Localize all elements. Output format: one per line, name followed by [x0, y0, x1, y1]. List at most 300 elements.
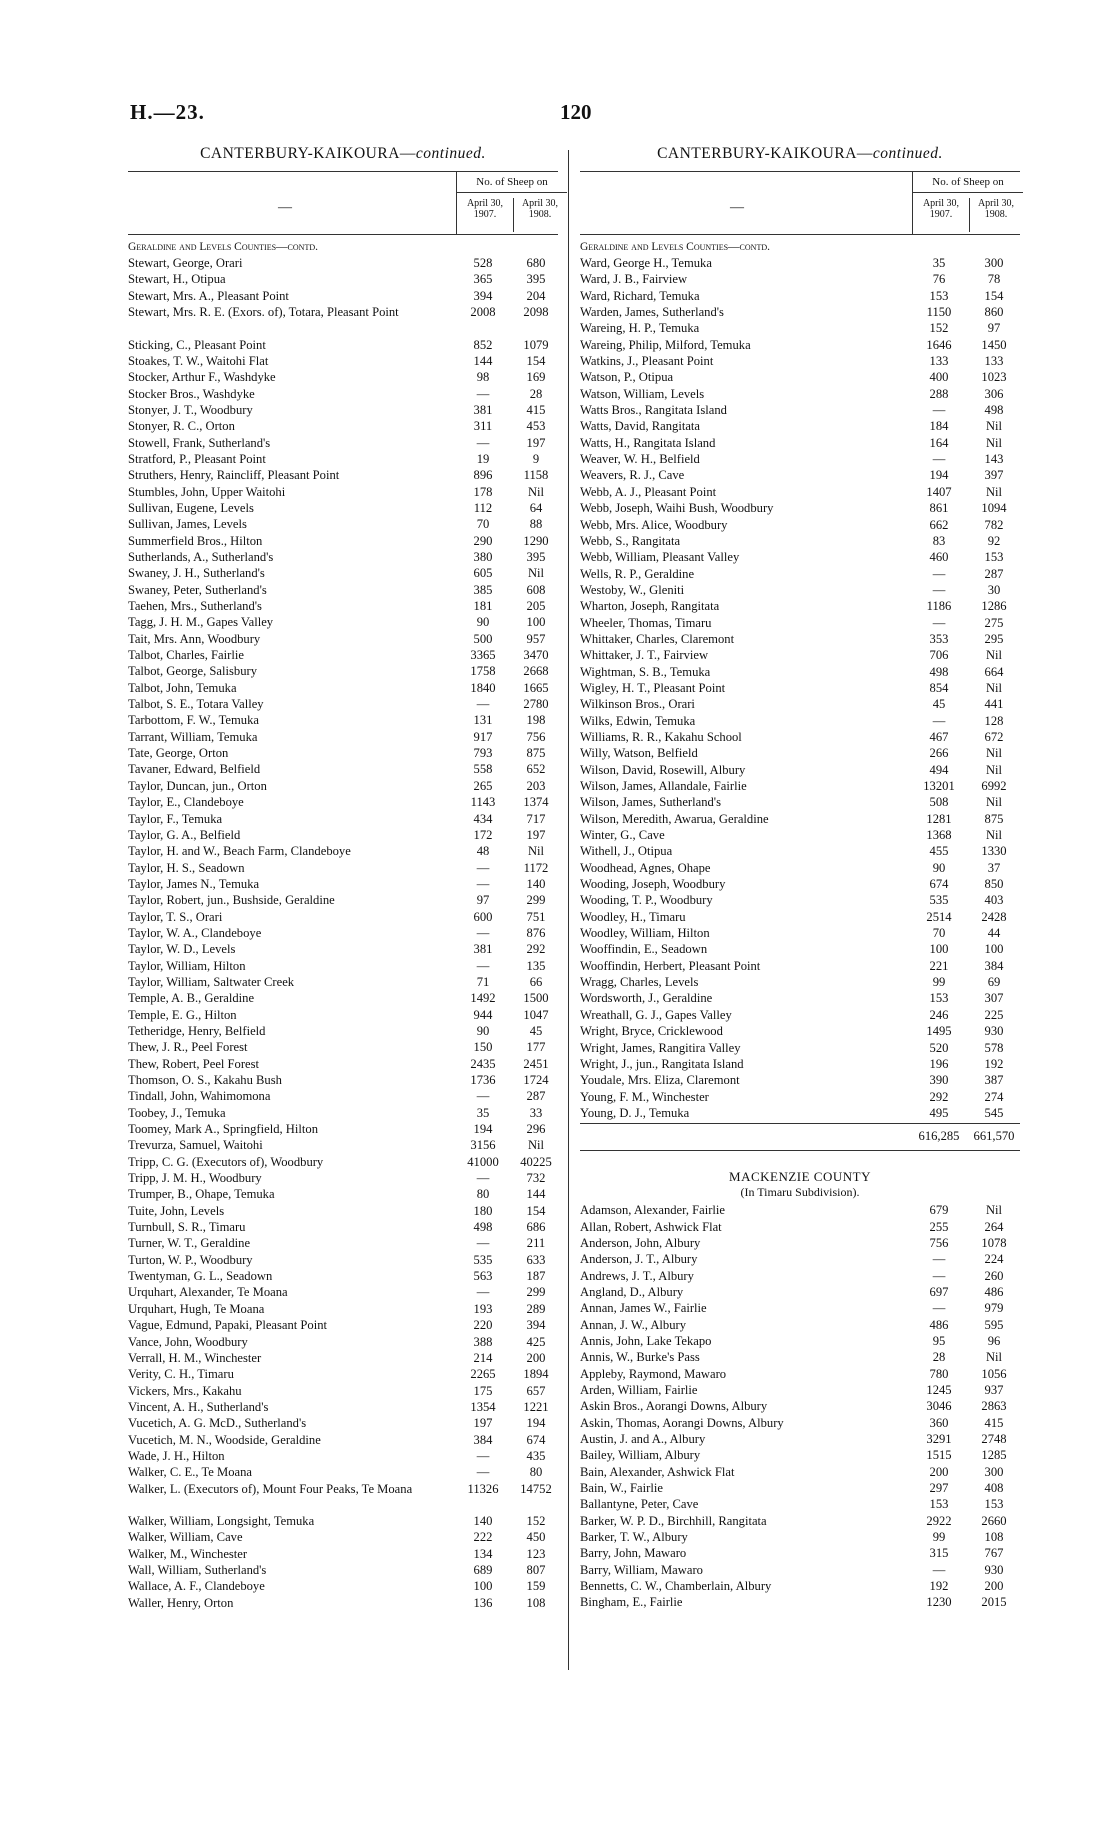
sheep-1908: 194: [526, 1416, 546, 1431]
table-row: [128, 696, 558, 712]
table-row: [128, 647, 558, 663]
sheep-1907: 172: [473, 827, 493, 842]
sheep-1908: 875: [526, 746, 546, 761]
table-row: [128, 876, 558, 892]
owner-name: Walker, William, Cave: [128, 1530, 243, 1545]
owner-name: Wooffindin, Herbert, Pleasant Point: [580, 958, 761, 973]
column-title-italic: continued.: [872, 145, 943, 162]
sheep-1907: 288: [929, 386, 949, 401]
owner-name: Wright, James, Rangitira Valley: [580, 1040, 741, 1055]
sheep-1908: 187: [526, 1269, 546, 1284]
owner-name: Taylor, W. D., Levels: [128, 942, 236, 957]
sheep-1907: —: [932, 1252, 946, 1267]
table-row: [580, 1105, 1020, 1121]
sheep-1907: 70: [932, 926, 946, 941]
sheep-1908: Nil: [985, 419, 1003, 434]
sheep-1908: Nil: [985, 680, 1003, 695]
column-title: [580, 145, 1020, 163]
sheep-1907: 153: [929, 991, 949, 1006]
sheep-1907: —: [932, 1301, 946, 1316]
table-row: [580, 1056, 1020, 1072]
owner-name: Tripp, C. G. (Executors of), Woodbury: [128, 1154, 324, 1169]
table-row: [128, 778, 558, 794]
owner-name: Taylor, E., Clandeboye: [128, 795, 244, 810]
sheep-1908: 450: [526, 1530, 546, 1545]
section-heading: Geraldine and Levels Counties—contd.: [580, 241, 770, 253]
sheep-1907: 486: [929, 1317, 949, 1332]
sheep-1907: —: [932, 1562, 946, 1577]
owner-name: Walker, L. (Executors of), Mount Four Peaks, Te Moana: [128, 1481, 413, 1496]
sheep-1907: 194: [929, 468, 949, 483]
sheep-1908: Nil: [985, 484, 1003, 499]
sheep-1908: 397: [984, 468, 1004, 483]
owner-name: Ward, J. B., Fairview: [580, 272, 688, 287]
table-header: [580, 171, 1020, 235]
table-row: [580, 1235, 1020, 1251]
owner-name: Woodhead, Agnes, Ohape: [580, 860, 711, 875]
table-row: [580, 909, 1020, 925]
sheep-1907: —: [476, 435, 490, 450]
table-row: [580, 892, 1020, 908]
owner-name: Taylor, H. S., Seadown: [128, 860, 245, 875]
sheep-1907: 1515: [926, 1448, 952, 1463]
table-row: [128, 1399, 558, 1415]
sheep-1908: 225: [984, 1007, 1004, 1022]
sheep-1907: 1354: [470, 1399, 496, 1414]
table-row: [580, 467, 1020, 483]
sheep-1907: —: [476, 1236, 490, 1251]
table-row: [580, 680, 1020, 696]
sheep-1907: 353: [929, 631, 949, 646]
sheep-1908: 930: [984, 1024, 1004, 1039]
owner-name: Wigley, H. T., Pleasant Point: [580, 680, 726, 695]
owner-name: Twentyman, G. L., Seadown: [128, 1269, 273, 1284]
sheep-1908: Nil: [985, 1203, 1003, 1218]
sheep-1908: 415: [984, 1415, 1004, 1430]
table-row: [128, 1366, 558, 1382]
table-row: [128, 288, 558, 304]
table-row: [580, 1480, 1020, 1496]
owner-name: Watson, P., Otipua: [580, 370, 674, 385]
table-row: [128, 827, 558, 843]
table-row: [580, 1594, 1020, 1610]
sheep-1908: 394: [526, 1318, 546, 1333]
owner-name: Watts, H., Rangitata Island: [580, 435, 716, 450]
owner-name: Thew, J. R., Peel Forest: [128, 1040, 248, 1055]
sheep-1908: 153: [984, 1497, 1004, 1512]
sheep-1908: 96: [987, 1333, 1001, 1348]
owner-name: Thomson, O. S., Kakahu Bush: [128, 1073, 282, 1087]
owner-name: Annan, J. W., Albury: [580, 1317, 687, 1332]
owner-name: Anderson, J. T., Albury: [580, 1252, 698, 1267]
sheep-1907: —: [932, 582, 946, 597]
column-divider: [568, 150, 569, 1670]
sheep-1908: 578: [984, 1040, 1004, 1055]
owner-name: Sullivan, James, Levels: [128, 517, 247, 532]
owner-name: Young, F. M., Winchester: [580, 1089, 709, 1104]
sheep-1907: 1143: [470, 795, 496, 810]
sheep-1907: 1281: [926, 811, 952, 826]
sheep-1908: Nil: [985, 435, 1003, 450]
sheep-1907: 384: [473, 1432, 493, 1447]
table-row: [128, 925, 558, 941]
table-row: [128, 1007, 558, 1023]
sheep-1907: 192: [929, 1579, 949, 1594]
table-row: [128, 500, 558, 516]
table-row: [128, 1023, 558, 1039]
owner-name: Waller, Henry, Orton: [128, 1595, 234, 1610]
table-row: [128, 1383, 558, 1399]
table-row: [580, 435, 1020, 451]
owner-name: Wooding, T. P., Woodbury: [580, 893, 713, 908]
sheep-1908: 306: [984, 386, 1004, 401]
sheep-1907: 80: [476, 1187, 490, 1202]
sheep-1907: 563: [473, 1269, 493, 1284]
sheep-1908: 957: [526, 631, 546, 646]
sheep-1908: 200: [984, 1579, 1004, 1594]
table-row: [128, 990, 558, 1006]
col-1907-header: April 30, 1907.: [922, 198, 960, 220]
owner-name: Young, D. J., Temuka: [580, 1105, 690, 1120]
owner-name: Barker, T. W., Albury: [580, 1530, 688, 1545]
table-row: [580, 500, 1020, 516]
sheep-1907: —: [476, 1285, 490, 1300]
sheep-1908: 143: [984, 452, 1004, 467]
sheep-1908: 2015: [981, 1595, 1007, 1610]
owner-name: Wall, William, Sutherland's: [128, 1563, 267, 1578]
owner-name: Watson, William, Levels: [580, 386, 705, 401]
sheep-1908: 292: [526, 942, 546, 957]
owner-name: Vance, John, Woodbury: [128, 1334, 248, 1349]
sheep-1908: 1330: [981, 844, 1007, 859]
sheep-1907: 1186: [926, 599, 952, 614]
sheep-1907: 164: [929, 435, 949, 450]
table-row: [128, 1235, 558, 1251]
table-row: [580, 288, 1020, 304]
owner-name: Ward, Richard, Temuka: [580, 288, 700, 303]
table-row: [128, 729, 558, 745]
owner-name: Tindall, John, Wahimomona: [128, 1089, 271, 1104]
sheep-1908: 108: [984, 1530, 1004, 1545]
table-row: [128, 941, 558, 957]
sheep-1907: 793: [473, 746, 493, 761]
sheep-1907: 83: [932, 533, 946, 548]
mackenzie-heading: MACKENZIE COUNTY: [729, 1169, 871, 1185]
mackenzie-subheading: (In Timaru Subdivision).: [740, 1185, 860, 1200]
left-rows: [128, 255, 558, 1611]
table-row: [580, 517, 1020, 533]
sheep-1908: 224: [984, 1252, 1004, 1267]
table-row: [128, 811, 558, 827]
table-row: [580, 974, 1020, 990]
table-row: [580, 664, 1020, 680]
owner-name: Taylor, F., Temuka: [128, 811, 223, 826]
sheep-1907: 1368: [926, 828, 952, 843]
sheep-1908: 1285: [981, 1448, 1007, 1463]
table-row: [580, 1366, 1020, 1382]
sheep-1908: 108: [526, 1595, 546, 1610]
table-row: [128, 484, 558, 500]
sheep-1907: 381: [473, 402, 493, 417]
owner-name: Stowell, Frank, Sutherland's: [128, 435, 271, 450]
sheep-1908: 144: [526, 1187, 546, 1202]
sheep-group-title: No. of Sheep on: [913, 176, 1023, 193]
sheep-1907: —: [476, 386, 490, 401]
sheep-1908: 664: [984, 664, 1004, 679]
table-row: [580, 1398, 1020, 1414]
sheep-1908: 850: [984, 877, 1004, 892]
owner-name: Andrews, J. T., Albury: [580, 1268, 694, 1283]
sheep-1907: 184: [929, 419, 949, 434]
owner-name: Stewart, George, Orari: [128, 256, 243, 270]
table-row: [128, 1595, 558, 1611]
sheep-1907: 706: [929, 648, 949, 663]
sheep-1908: 608: [526, 582, 546, 597]
sheep-1908: 403: [984, 893, 1004, 908]
sheep-1907: —: [476, 697, 490, 712]
total-row: [580, 1123, 1020, 1151]
sheep-1908: 1079: [523, 337, 549, 352]
table-row: [128, 1513, 558, 1529]
sheep-1908: 30: [987, 582, 1001, 597]
table-row: [128, 1268, 558, 1284]
owner-name: Wilson, James, Allandale, Fairlie: [580, 779, 747, 793]
table-row: [128, 1317, 558, 1333]
owner-name: Angland, D., Albury: [580, 1284, 684, 1299]
owner-name: Stonyer, R. C., Orton: [128, 419, 235, 434]
table-row: [580, 990, 1020, 1006]
owner-name: Wilson, David, Rosewill, Albury: [580, 762, 746, 777]
owner-name: Talbot, Charles, Fairlie: [128, 648, 244, 663]
sheep-1908: 154: [526, 1203, 546, 1218]
sheep-1908: 192: [984, 1056, 1004, 1071]
sheep-1908: 6992: [981, 779, 1007, 793]
owner-name: Wheeler, Thomas, Timaru: [580, 615, 712, 630]
sheep-1908: 289: [526, 1301, 546, 1316]
table-row: [128, 745, 558, 761]
table-row: [128, 1464, 558, 1480]
sheep-1907: 498: [473, 1220, 493, 1235]
sheep-1907: 689: [473, 1563, 493, 1578]
table-row: [128, 1350, 558, 1366]
owner-name: Turner, W. T., Geraldine: [128, 1236, 251, 1251]
sheep-1908: 1056: [981, 1366, 1007, 1381]
sheep-1907: 196: [929, 1056, 949, 1071]
owner-name: Toobey, J., Temuka: [128, 1105, 226, 1120]
sheep-1908: 211: [526, 1236, 546, 1251]
sheep-1907: 500: [473, 631, 493, 646]
table-row: [128, 1088, 558, 1104]
sheep-1908: 197: [526, 435, 546, 450]
sheep-1907: 896: [473, 468, 493, 483]
section-heading: Geraldine and Levels Counties—contd.: [128, 241, 318, 253]
col-1907-header: April 30, 1907.: [466, 198, 504, 220]
owner-name: Verrall, H. M., Winchester: [128, 1350, 262, 1365]
owner-name: Woodley, H., Timaru: [580, 909, 686, 924]
sheep-1908: 387: [984, 1073, 1004, 1088]
owner-name: Walker, M., Winchester: [128, 1546, 248, 1561]
sheep-1908: 1158: [523, 468, 549, 483]
sheep-1908: 152: [526, 1514, 546, 1529]
table-row: [580, 451, 1020, 467]
owner-name: Walker, William, Longsight, Temuka: [128, 1514, 315, 1529]
sheep-1908: 1078: [981, 1235, 1007, 1250]
table-row: [128, 1415, 558, 1431]
owner-name: Bennetts, C. W., Chamberlain, Albury: [580, 1579, 772, 1594]
table-row: [580, 941, 1020, 957]
sheep-1908: Nil: [985, 795, 1003, 810]
sheep-1908: 674: [526, 1432, 546, 1447]
sheep-1908: 260: [984, 1268, 1004, 1283]
sheep-1908: 37: [987, 860, 1001, 875]
table-row: [580, 1089, 1020, 1105]
sheep-1907: 133: [929, 354, 949, 369]
owner-name: Vickers, Mrs., Kakahu: [128, 1383, 242, 1398]
sheep-1908: Nil: [985, 648, 1003, 663]
owner-name: Taylor, William, Hilton: [128, 958, 246, 973]
owner-name: Webb, William, Pleasant Valley: [580, 550, 740, 565]
sheep-1908: 930: [984, 1562, 1004, 1577]
table-row: [580, 1251, 1020, 1267]
owner-name: Thew, Robert, Peel Forest: [128, 1056, 260, 1071]
sheep-1907: 3156: [470, 1138, 496, 1153]
table-row: [580, 1333, 1020, 1349]
table-row: [128, 418, 558, 434]
table-row: [128, 1432, 558, 1448]
table-row: [128, 1562, 558, 1578]
owner-name: Wharton, Joseph, Rangitata: [580, 599, 720, 614]
sheep-1907: 385: [473, 582, 493, 597]
table-row: [580, 1202, 1020, 1218]
table-row: [128, 1252, 558, 1268]
sheep-1907: 854: [929, 680, 949, 695]
sheep-1907: 460: [929, 550, 949, 565]
table-row: [580, 1447, 1020, 1463]
sheep-1907: 134: [473, 1546, 493, 1561]
table-row: [580, 958, 1020, 974]
table-row: [580, 1578, 1020, 1594]
table-row: [128, 761, 558, 777]
table-row: [128, 582, 558, 598]
sheep-1908: Nil: [527, 1138, 545, 1153]
sheep-1907: 71: [476, 974, 490, 989]
sheep-1907: 98: [476, 370, 490, 385]
table-row: [580, 386, 1020, 402]
table-row: [580, 794, 1020, 810]
owner-name: Tarrant, William, Temuka: [128, 729, 258, 744]
owner-name: Whittaker, Charles, Claremont: [580, 631, 735, 646]
table-row: [128, 1105, 558, 1121]
sheep-1907: 266: [929, 746, 949, 761]
owner-name: Withell, J., Otipua: [580, 844, 673, 859]
sheep-1907: 41000: [467, 1154, 499, 1169]
sheep-1907: 2922: [926, 1513, 952, 1528]
sheep-1908: 295: [984, 631, 1004, 646]
owner-name: Tripp, J. M. H., Woodbury: [128, 1171, 262, 1186]
owner-name: Taylor, Robert, jun., Bushside, Geraldine: [128, 893, 335, 908]
sheep-1907: —: [932, 403, 946, 418]
owner-name: Taylor, James N., Temuka: [128, 876, 260, 891]
owner-name: Weaver, W. H., Belfield: [580, 452, 700, 467]
table-row: [128, 1154, 558, 1170]
table-row: [580, 1431, 1020, 1447]
table-row: [580, 1349, 1020, 1365]
column-title-text: CANTERBURY-KAIKOURA—: [200, 145, 416, 162]
sheep-1908: 9: [532, 451, 540, 466]
sheep-1907: 558: [473, 762, 493, 777]
left-column: [128, 145, 558, 1611]
table-row: [128, 974, 558, 990]
owner-name: Temple, E. G., Hilton: [128, 1007, 237, 1022]
sheep-1907: 19: [476, 451, 490, 466]
sheep-1908: 875: [984, 811, 1004, 826]
sheep-1907: —: [932, 1268, 946, 1283]
table-row: [128, 1334, 558, 1350]
owner-name: Tate, George, Orton: [128, 746, 229, 761]
owner-name: Wells, R. P., Geraldine: [580, 566, 695, 581]
table-row: [128, 1529, 558, 1545]
sheep-1907: —: [932, 713, 946, 728]
owner-name: Whittaker, J. T., Fairview: [580, 648, 709, 663]
table-row: [580, 1562, 1020, 1578]
owner-name: Annis, John, Lake Tekapo: [580, 1333, 712, 1348]
table-row: [128, 1284, 558, 1300]
owner-name: Webb, S., Rangitata: [580, 533, 681, 548]
owner-name: Talbot, John, Temuka: [128, 680, 237, 695]
table-row: [128, 1301, 558, 1317]
sheep-1908: 2098: [523, 305, 549, 320]
owner-name: Youdale, Mrs. Eliza, Claremont: [580, 1073, 740, 1088]
sheep-1908: 80: [529, 1465, 543, 1480]
sheep-1907: 852: [473, 337, 493, 352]
owner-name: Vucetich, M. N., Woodside, Geraldine: [128, 1432, 321, 1447]
sheep-1908: 287: [526, 1089, 546, 1104]
owner-name: Taylor, Duncan, jun., Orton: [128, 778, 267, 793]
owner-name: Bingham, E., Fairlie: [580, 1595, 683, 1610]
owner-name: Askin, Thomas, Aorangi Downs, Albury: [580, 1415, 784, 1430]
table-row: [128, 516, 558, 532]
owner-name: Urquhart, Hugh, Te Moana: [128, 1301, 265, 1316]
table-row: [128, 680, 558, 696]
sheep-1907: 35: [476, 1105, 490, 1120]
sheep-1908: 78: [987, 272, 1001, 287]
sheep-1908: 767: [984, 1546, 1004, 1561]
owner-name: Swaney, J. H., Sutherland's: [128, 566, 265, 581]
owner-name: Wright, Bryce, Cricklewood: [580, 1024, 723, 1039]
sheep-1908: 686: [526, 1220, 546, 1235]
sheep-1908: 299: [526, 1285, 546, 1300]
sheep-1907: 45: [932, 697, 946, 712]
table-row: [580, 778, 1020, 794]
sheep-1908: 395: [526, 550, 546, 564]
sheep-1907: 605: [473, 566, 493, 581]
sheep-1908: 498: [984, 403, 1004, 418]
table-row: [128, 386, 558, 402]
sheep-1907: 498: [929, 664, 949, 679]
total-1908: 661,570: [973, 1129, 1015, 1144]
table-row: [128, 860, 558, 876]
sheep-1908: 1724: [523, 1073, 549, 1087]
sheep-1907: 35: [932, 256, 946, 270]
table-row: [580, 304, 1020, 320]
sheep-1908: 1286: [981, 599, 1007, 614]
sheep-1908: 14752: [520, 1481, 552, 1496]
owner-name: Allan, Robert, Ashwick Flat: [580, 1219, 722, 1234]
sheep-1907: 220: [473, 1318, 493, 1333]
table-row: [580, 1496, 1020, 1512]
table-row: [128, 1546, 558, 1562]
sheep-1907: 140: [473, 1514, 493, 1529]
